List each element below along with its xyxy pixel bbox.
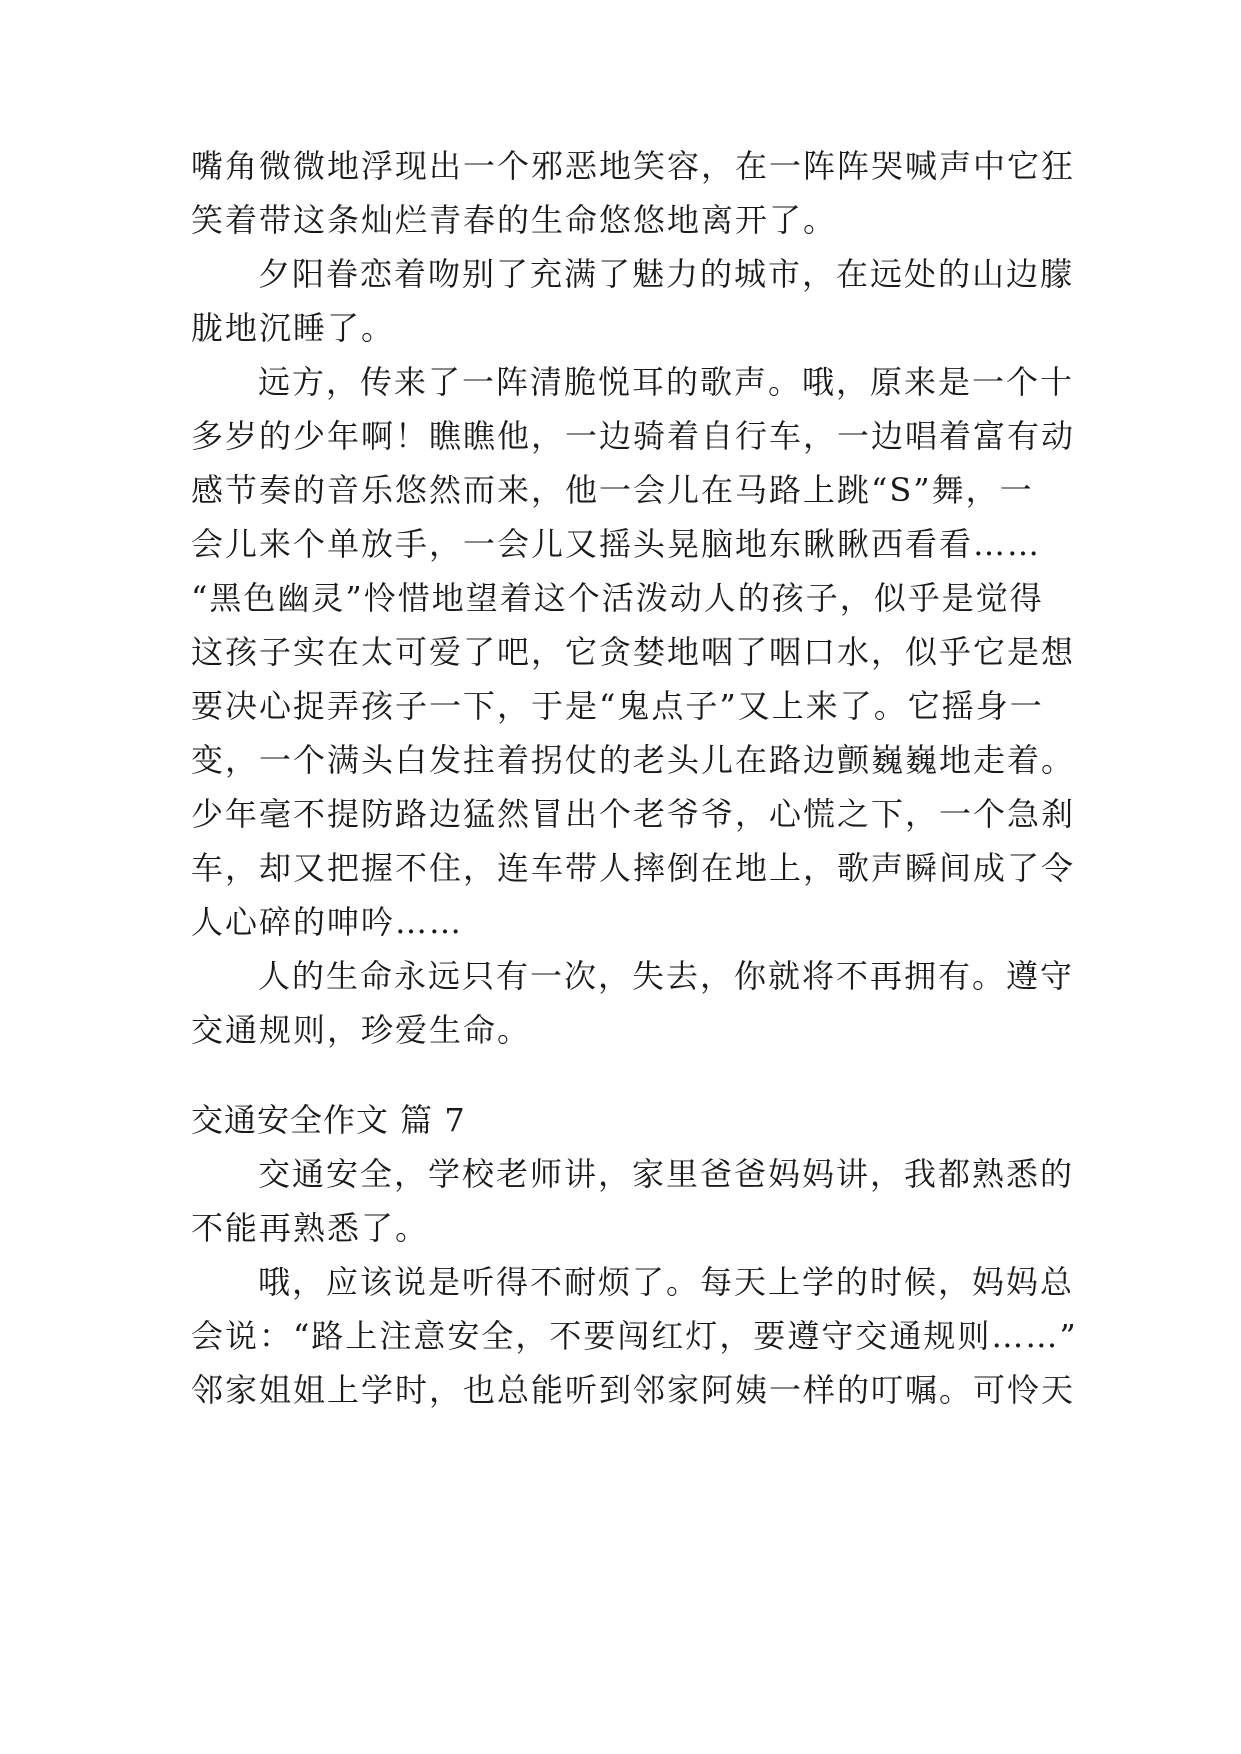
text-line: 人的生命永远只有一次，失去，你就将不再拥有。遵守 [258,957,1075,995]
text-line: 会儿来个单放手，一会儿又摇头晃脑地东瞅瞅西看看…… [191,525,1042,563]
text-line: 嘴角微微地浮现出一个邪恶地笑容，在一阵阵哭喊声中它狂 [191,147,1076,185]
text-line: 远方，传来了一阵清脆悦耳的歌声。哦，原来是一个十 [258,363,1075,401]
text-line: 要决心捉弄孩子一下，于是“鬼点子”又上来了。它摇身一 [191,687,1044,725]
text-line: 多岁的少年啊！瞧瞧他，一边骑着自行车，一边唱着富有动 [191,417,1076,455]
text-line: 笑着带这条灿烂青春的生命悠悠地离开了。 [191,201,838,239]
text-line: 少年毫不提防路边猛然冒出个老爷爷，心慌之下，一个急刹 [191,795,1076,833]
section-heading: 交通安全作文 篇 7 [191,1101,466,1139]
text-line: 交通安全，学校老师讲，家里爸爸妈妈讲，我都熟悉的 [258,1155,1075,1193]
text-line: 车，却又把握不住，连车带人摔倒在地上，歌声瞬间成了令 [191,849,1076,887]
text-line: 这孩子实在太可爱了吧，它贪婪地咽了咽口水，似乎它是想 [191,633,1076,671]
text-line: “黑色幽灵”怜惜地望着这个活泼动人的孩子，似乎是觉得 [191,579,1044,617]
text-line: 邻家姐姐上学时，也总能听到邻家阿姨一样的叮嘱。可怜天 [191,1371,1076,1409]
text-line: 夕阳眷恋着吻别了充满了魅力的城市，在远处的山边朦 [258,255,1075,293]
text-line: 胧地沉睡了。 [191,309,396,347]
text-line: 人心碎的呻吟…… [191,903,464,941]
text-line: 哦，应该说是听得不耐烦了。每天上学的时候，妈妈总 [258,1263,1075,1301]
text-line: 会说：“路上注意安全，不要闯红灯，要遵守交通规则……” [191,1317,1078,1355]
text-line: 不能再熟悉了。 [191,1209,430,1247]
text-line: 变，一个满头白发拄着拐仗的老头儿在路边颤巍巍地走着。 [191,741,1076,779]
text-line: 交通规则，珍爱生命。 [191,1011,532,1049]
text-line: 感节奏的音乐悠然而来，他一会儿在马路上跳“S”舞，一 [191,471,1034,509]
